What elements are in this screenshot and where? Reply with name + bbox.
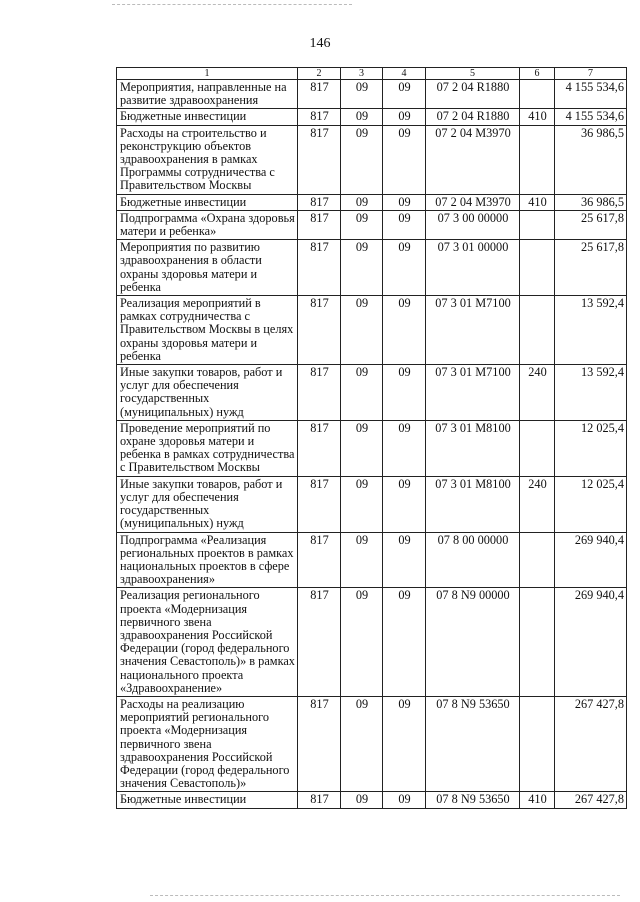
amount-cell: 269 940,4 <box>555 588 627 697</box>
amount-cell: 13 592,4 <box>555 365 627 421</box>
admin-code-cell: 817 <box>298 109 341 125</box>
target-article-cell: 07 8 N9 00000 <box>426 588 520 697</box>
subsection-cell: 09 <box>383 588 426 697</box>
subsection-cell: 09 <box>383 210 426 239</box>
bottom-scan-line <box>150 895 620 896</box>
table-row <box>117 296 627 365</box>
amount-cell: 267 427,8 <box>555 696 627 791</box>
row-name-cell: Реализация регионального проекта «Модернизация первичного звена здравоохранения Российской Федерации (город федерального значения Севастополь)» в рамках национального проекта «Здравоохранение» <box>117 588 298 697</box>
budget-table <box>116 67 627 809</box>
expense-type-cell <box>520 80 555 109</box>
expense-type-cell <box>520 210 555 239</box>
header-cell: 5 <box>426 68 520 80</box>
subsection-cell: 09 <box>383 532 426 588</box>
table-header-row <box>117 68 627 80</box>
header-cell: 3 <box>341 68 383 80</box>
target-article-cell: 07 8 N9 53650 <box>426 696 520 791</box>
amount-cell: 269 940,4 <box>555 532 627 588</box>
row-name-cell: Проведение мероприятий по охране здоровья матери и ребенка в рамках сотрудничества с Правительством Москвы <box>117 420 298 476</box>
expense-type-cell <box>520 588 555 697</box>
section-cell: 09 <box>341 296 383 365</box>
admin-code-cell: 817 <box>298 365 341 421</box>
table-row <box>117 240 627 296</box>
row-name-cell: Подпрограмма «Реализация региональных проектов в рамках национальных проектов в сфере здравоохранения» <box>117 532 298 588</box>
row-name-cell: Расходы на реализацию мероприятий регионального проекта «Модернизация первичного звена здравоохранения Российской Федерации (город федерального значения Севастополь)» <box>117 696 298 791</box>
section-cell: 09 <box>341 792 383 808</box>
table-body <box>117 80 627 809</box>
admin-code-cell: 817 <box>298 476 341 532</box>
subsection-cell: 09 <box>383 109 426 125</box>
section-cell: 09 <box>341 240 383 296</box>
section-cell: 09 <box>341 696 383 791</box>
table-row <box>117 194 627 210</box>
target-article-cell: 07 3 00 00000 <box>426 210 520 239</box>
section-cell: 09 <box>341 125 383 194</box>
amount-cell: 13 592,4 <box>555 296 627 365</box>
expense-type-cell: 410 <box>520 109 555 125</box>
row-name-cell: Мероприятия, направленные на развитие здравоохранения <box>117 80 298 109</box>
expense-type-cell: 240 <box>520 365 555 421</box>
section-cell: 09 <box>341 532 383 588</box>
admin-code-cell: 817 <box>298 296 341 365</box>
expense-type-cell: 410 <box>520 194 555 210</box>
expense-type-cell <box>520 240 555 296</box>
row-name-cell: Иные закупки товаров, работ и услуг для обеспечения государственных (муниципальных) нужд <box>117 476 298 532</box>
admin-code-cell: 817 <box>298 588 341 697</box>
target-article-cell: 07 2 04 R1880 <box>426 80 520 109</box>
table-row <box>117 696 627 791</box>
subsection-cell: 09 <box>383 80 426 109</box>
section-cell: 09 <box>341 420 383 476</box>
expense-type-cell: 410 <box>520 792 555 808</box>
admin-code-cell: 817 <box>298 194 341 210</box>
header-cell: 4 <box>383 68 426 80</box>
subsection-cell: 09 <box>383 365 426 421</box>
table-row <box>117 125 627 194</box>
amount-cell: 12 025,4 <box>555 476 627 532</box>
page-number: 146 <box>309 36 331 51</box>
subsection-cell: 09 <box>383 240 426 296</box>
header-cell: 1 <box>117 68 298 80</box>
admin-code-cell: 817 <box>298 210 341 239</box>
expense-type-cell <box>520 296 555 365</box>
admin-code-cell: 817 <box>298 696 341 791</box>
target-article-cell: 07 8 N9 53650 <box>426 792 520 808</box>
expense-type-cell <box>520 532 555 588</box>
target-article-cell: 07 8 00 00000 <box>426 532 520 588</box>
subsection-cell: 09 <box>383 696 426 791</box>
amount-cell: 267 427,8 <box>555 792 627 808</box>
table-row <box>117 476 627 532</box>
table-row <box>117 80 627 109</box>
table-row <box>117 792 627 808</box>
subsection-cell: 09 <box>383 420 426 476</box>
subsection-cell: 09 <box>383 125 426 194</box>
amount-cell: 12 025,4 <box>555 420 627 476</box>
admin-code-cell: 817 <box>298 125 341 194</box>
amount-cell: 25 617,8 <box>555 240 627 296</box>
subsection-cell: 09 <box>383 792 426 808</box>
admin-code-cell: 817 <box>298 420 341 476</box>
section-cell: 09 <box>341 80 383 109</box>
row-name-cell: Расходы на строительство и реконструкцию объектов здравоохранения в рамках Программы сотрудничества с Правительством Москвы <box>117 125 298 194</box>
admin-code-cell: 817 <box>298 532 341 588</box>
expense-type-cell <box>520 420 555 476</box>
amount-cell: 25 617,8 <box>555 210 627 239</box>
target-article-cell: 07 3 01 M7100 <box>426 365 520 421</box>
target-article-cell: 07 2 04 R1880 <box>426 109 520 125</box>
top-scan-line <box>112 4 352 5</box>
target-article-cell: 07 3 01 00000 <box>426 240 520 296</box>
admin-code-cell: 817 <box>298 792 341 808</box>
row-name-cell: Реализация мероприятий в рамках сотрудничества с Правительством Москвы в целях охраны здоровья матери и ребенка <box>117 296 298 365</box>
expense-type-cell: 240 <box>520 476 555 532</box>
section-cell: 09 <box>341 588 383 697</box>
row-name-cell: Бюджетные инвестиции <box>117 792 298 808</box>
admin-code-cell: 817 <box>298 240 341 296</box>
subsection-cell: 09 <box>383 194 426 210</box>
subsection-cell: 09 <box>383 476 426 532</box>
row-name-cell: Бюджетные инвестиции <box>117 109 298 125</box>
header-cell: 6 <box>520 68 555 80</box>
table-row <box>117 210 627 239</box>
table-row <box>117 420 627 476</box>
section-cell: 09 <box>341 476 383 532</box>
table-row <box>117 109 627 125</box>
amount-cell: 4 155 534,6 <box>555 80 627 109</box>
row-name-cell: Бюджетные инвестиции <box>117 194 298 210</box>
section-cell: 09 <box>341 365 383 421</box>
target-article-cell: 07 2 04 M3970 <box>426 125 520 194</box>
section-cell: 09 <box>341 210 383 239</box>
amount-cell: 36 986,5 <box>555 194 627 210</box>
row-name-cell: Подпрограмма «Охрана здоровья матери и ребенка» <box>117 210 298 239</box>
header-cell: 7 <box>555 68 627 80</box>
expense-type-cell <box>520 125 555 194</box>
table-row <box>117 532 627 588</box>
expense-type-cell <box>520 696 555 791</box>
amount-cell: 36 986,5 <box>555 125 627 194</box>
target-article-cell: 07 3 01 M7100 <box>426 296 520 365</box>
section-cell: 09 <box>341 194 383 210</box>
target-article-cell: 07 2 04 M3970 <box>426 194 520 210</box>
subsection-cell: 09 <box>383 296 426 365</box>
row-name-cell: Мероприятия по развитию здравоохранения в области охраны здоровья матери и ребенка <box>117 240 298 296</box>
admin-code-cell: 817 <box>298 80 341 109</box>
header-cell: 2 <box>298 68 341 80</box>
table-row <box>117 365 627 421</box>
target-article-cell: 07 3 01 M8100 <box>426 420 520 476</box>
amount-cell: 4 155 534,6 <box>555 109 627 125</box>
table-row <box>117 588 627 697</box>
target-article-cell: 07 3 01 M8100 <box>426 476 520 532</box>
section-cell: 09 <box>341 109 383 125</box>
row-name-cell: Иные закупки товаров, работ и услуг для обеспечения государственных (муниципальных) нужд <box>117 365 298 421</box>
